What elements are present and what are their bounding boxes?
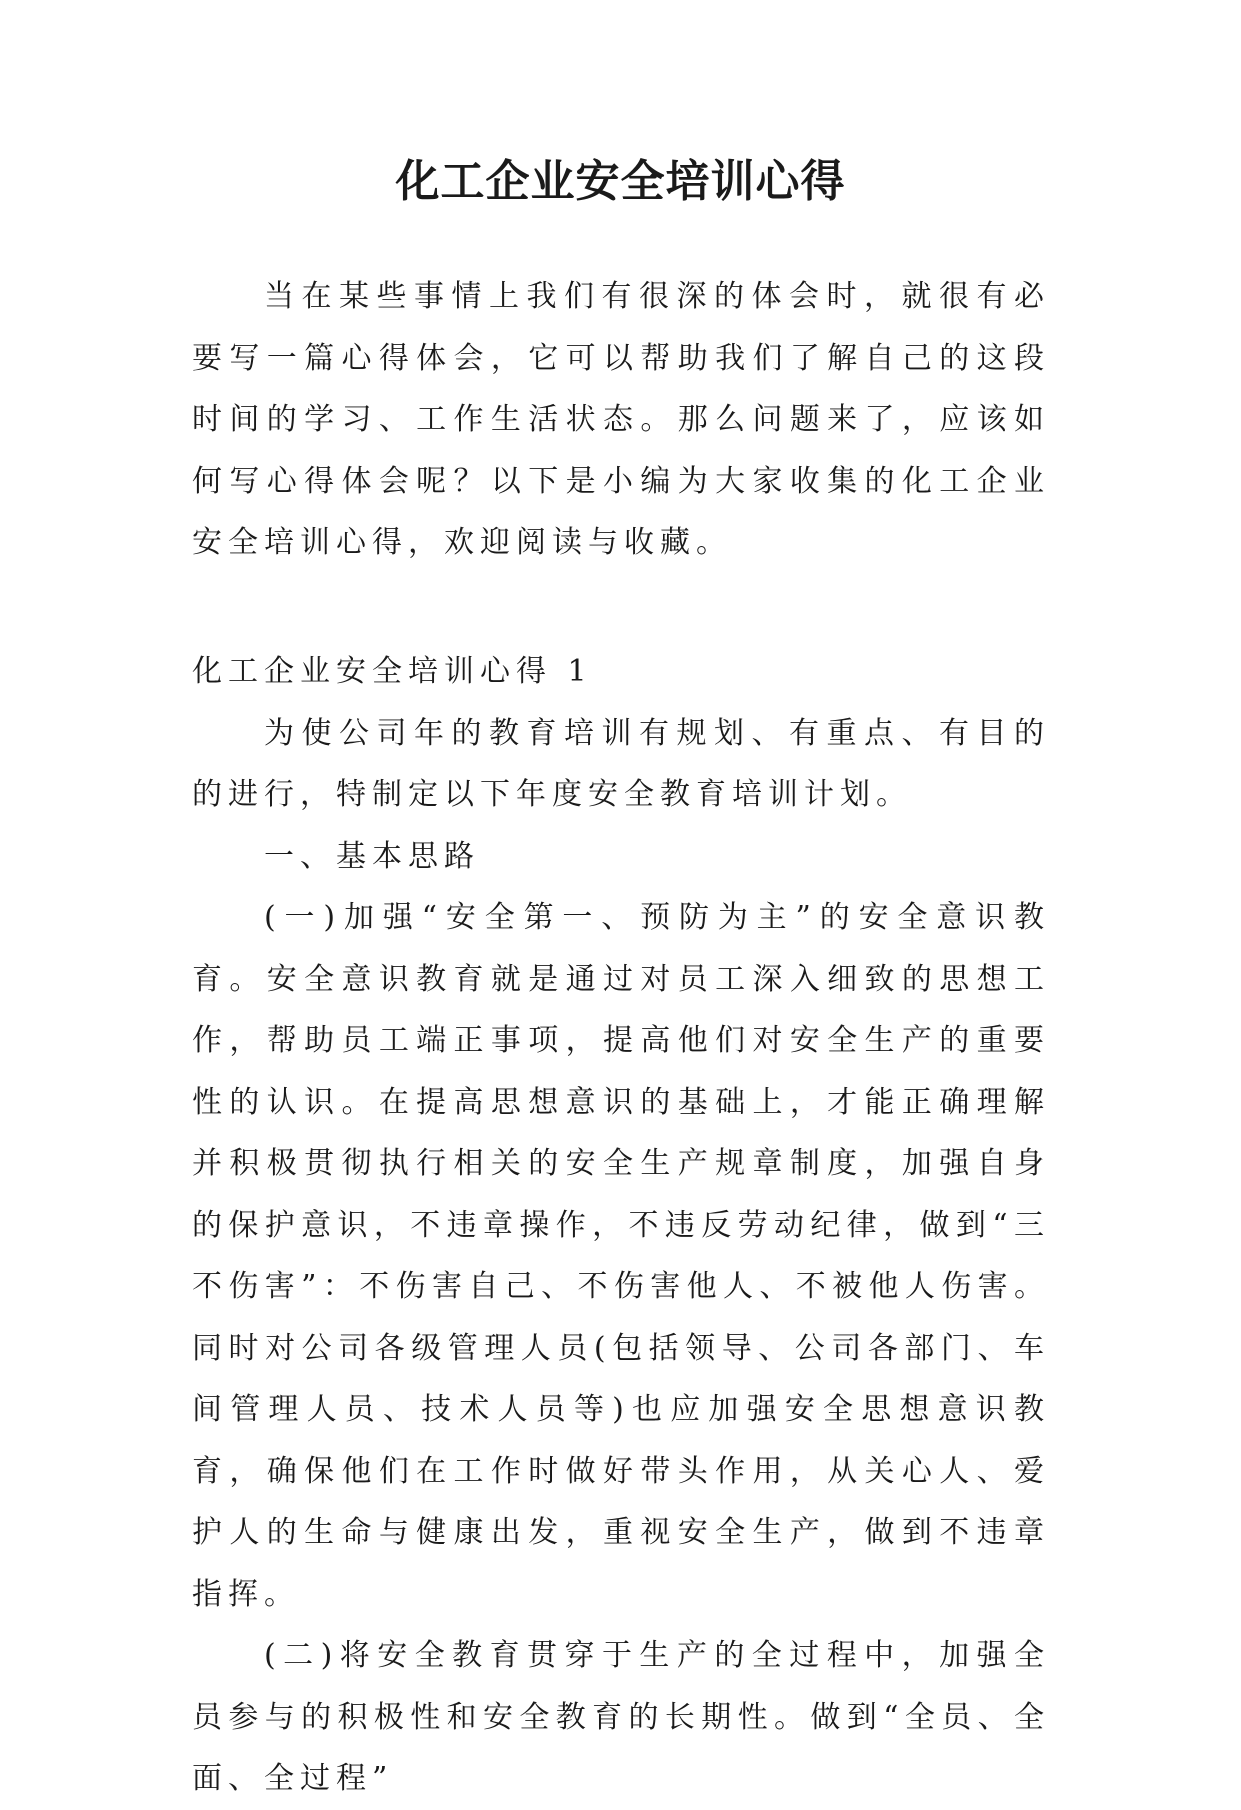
- body-paragraph: 一、基本思路: [264, 838, 480, 874]
- body-paragraph: 为使公司年的教育培训有规划、有重点、有目的的进行，特制定以下年度安全教育培训计划。: [192, 715, 1050, 812]
- section-heading: 化工企业安全培训心得 1: [192, 654, 593, 689]
- document-title: 化工企业安全培训心得: [395, 156, 846, 207]
- section-block: [192, 641, 1050, 1810]
- intro-block: [192, 266, 1050, 574]
- intro-paragraph: 当在某些事情上我们有很深的体会时，就很有必要写一篇心得体会，它可以帮助我们了解自己的这段时间的学习、工作生活状态。那么问题来了，应该如何写心得体会呢？以下是小编为大家收集的化工企业安全培训心得，欢迎阅读与收藏。: [192, 279, 1050, 560]
- body-paragraph: (二)将安全教育贯穿于生产的全过程中，加强全员参与的积极性和安全教育的长期性。做到“全员、全面、全过程”: [192, 1638, 1050, 1796]
- body-paragraph: (一)加强“安全第一、预防为主”的安全意识教育。安全意识教育就是通过对员工深入细致的思想工作，帮助员工端正事项，提高他们对安全生产的重要性的认识。在提高思想意识的基础上，才能正确理解并积极贯彻执行相关的安全生产规章制度，加强自身的保护意识，不违章操作，不违反劳动纪律，做到“三不伤害”：不伤害自己、不伤害他人、不被他人伤害。同时对公司各级管理人员(包括领导、公司各部门、车间管理人员、技术人员等)也应加强安全思想意识教育，确保他们在工作时做好带头作用，从关心人、爱护人的生命与健康出发，重视安全生产，做到不违章指挥。: [192, 900, 1050, 1612]
